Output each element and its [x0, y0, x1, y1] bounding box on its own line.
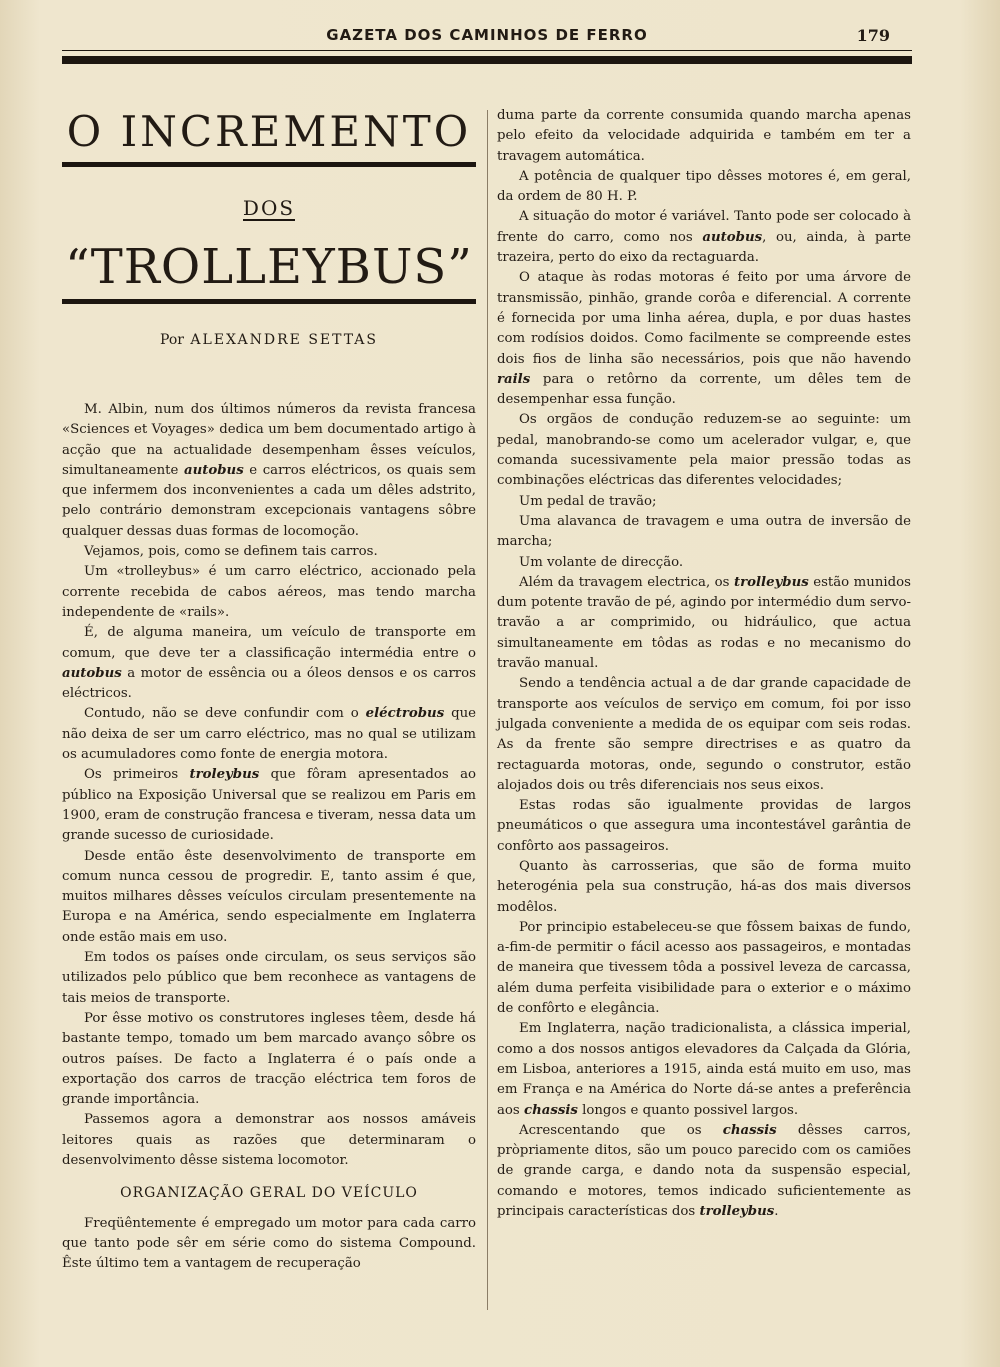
paragraph: O ataque às rodas motoras é feito por uma árvore de transmissão, pinhão, grande corôa e diferencial. A corrente é fornecida por uma linha aérea, dupla, e por duas hastes com rodísios doidos. Como facilmente se compreende estes dois fios de linha são necessários, pois que não havendo rails para o retôrno da corrente, um dêles tem de desempenhar essa função. — [497, 270, 911, 408]
paragraph: duma parte da corrente consumida quando marcha apenas pelo efeito da velocidade adquirida e também em ter a travagem automática. — [497, 108, 911, 164]
byline — [62, 332, 476, 348]
left-column — [62, 400, 476, 1274]
section-heading: ORGANIZAÇÃO GERAL DO VEÍCULO — [120, 1185, 418, 1202]
publication-title: GAZETA DOS CAMINHOS DE FERRO — [326, 26, 648, 44]
paragraph: Vejamos, pois, como se definem tais carros. — [84, 544, 378, 560]
paragraph: Os primeiros troleybus que fôram apresentados ao público na Exposição Universal que se realizou em Paris em 1900, eram de construção francesa e tiveram, nessa data um grande sucesso de curiosidade. — [62, 767, 477, 844]
paragraph: Quanto às carrosserias, que são de forma muito heterogénia pela sua construção, há-as dos mais diversos modêlos. — [497, 858, 911, 915]
title-line-2: DOS — [242, 196, 296, 220]
paragraph: É, de alguma maneira, um veículo de transporte em comum, que deve ter a classificação intermédia entre o autobus a motor de essência ou a óleos densos e os carros eléctricos. — [62, 625, 476, 702]
header-rule-thick — [62, 56, 912, 64]
paragraph: Desde então êste desenvolvimento de transporte em comum nunca cessou de progredir. E, tanto assim é que, muitos milhares dêsses veículos circulam presentemente na Europa e na América, sendo especialmente em Inglaterra onde estão mais em uso. — [62, 848, 476, 945]
paragraph: Passemos agora a demonstrar aos nossos amáveis leitores quais as razões que determinaram o desenvolvimento dêsse sistema locomotor. — [62, 1112, 476, 1168]
paragraph: Um «trolleybus» é um carro eléctrico, accionado pela corrente recebida de cabos aéreos, mas tendo marcha independente de «rails». — [62, 564, 476, 620]
paragraph: Por principio estabeleceu-se que fôssem baixas de fundo, a-fim-de permitir o fácil acesso aos passageiros, e montadas de maneira que tivessem tôda a possivel leveza de carcassa, além duma perfeita visibilidade para o exterior e o máximo de confôrto e elegância. — [497, 919, 911, 1017]
paragraph: A potência de qualquer tipo dêsses motores é, em geral, da ordem de 80 H. P. — [497, 168, 911, 205]
paragraph: Por êsse motivo os construtores ingleses têem, desde há bastante tempo, tomado um bem marcado avanço sôbre os outros países. De facto a Inglaterra é o país onde a exportação dos carros de tracção eléctrica tem foros de grande importância. — [62, 1010, 476, 1108]
byline-author: ALEXANDRE SETTAS — [190, 332, 378, 348]
right-column — [497, 106, 911, 1222]
paragraph: Estas rodas são igualmente providas de largos pneumáticos o que assegura uma incontestável garântia de confôrto aos passageiros. — [497, 798, 911, 854]
paragraph: A situação do motor é variável. Tanto pode ser colocado à frente do carro, como nos autobus, ou, ainda, à parte trazeira, perto do eixo da rectaguarda. — [497, 209, 911, 266]
paragraph: Contudo, não se deve confundir com o eléctrobus que não deixa de ser um carro eléctrico, mas no qual se utilizam os acumuladores como fonte de energia motora. — [62, 706, 477, 763]
paragraph: Sendo a tendência actual a de dar grande capacidade de transporte aos veículos de serviço em comum, foi por isso julgada conveniente a medida de os equipar com seis rodas. As da frente são sempre directrises e as quatro da rectaguarda motoras, onde, segundo o construtor, estão alojados dois ou três diferenciais nos seus eixos. — [497, 676, 911, 793]
paragraph: Além da travagem electrica, os trolleybus estão munidos dum potente travão de pé, agindo por intermédio dum servo-travão a ar comprimido, ou hidráulico, que actua simultaneamente em tôdas as rodas e no mecanismo do travão manual. — [497, 574, 911, 672]
paragraph: Em todos os países onde circulam, os seus serviços são utilizados pelo público que bem reconhece as vantagens de tais meios de transporte. — [62, 950, 476, 1006]
paragraph: Em Inglaterra, nação tradicionalista, a clássica imperial, como a dos nossos antigos elevadores da Calçada da Glória, em Lisboa, anteriores a 1915, ainda está muito em uso, mas em França e na América do Norte dá-se antes a preferência aos chassis longos e quanto possivel largos. — [497, 1021, 911, 1118]
paragraph: Os orgãos de condução reduzem-se ao seguinte: um pedal, manobrando-se como um acelerador vulgar, e, que comanda sucessivamente pela maior pressão todas as combinações eléctricas das diferentes velocidades; — [497, 412, 911, 489]
header-rule-thin — [62, 50, 912, 51]
byline-prefix: Por — [159, 332, 184, 348]
page-header — [62, 26, 912, 48]
paragraph: Um volante de direcção. — [519, 554, 684, 570]
paragraph: Acrescentando que os chassis dêsses carros, pròpriamente ditos, são um pouco parecido com os camiões de grande carga, e dando nota da suspensão especial, comando e motores, temos indicado suficientemente as principais características dos trolleybus. — [497, 1122, 911, 1220]
column-divider — [487, 110, 488, 1310]
paragraph: M. Albin, num dos últimos números da revista francesa «Sciences et Voyages» dedica um bem documentado artigo à acção que na actualidade desempenham êsses veículos, simultaneamente autobus e carros eléctricos, os quais sem que infermem dos inconvenientes a cada um dêles adstrito, pelo contrário demonstram excepcionais vantagens sôbre qualquer dessas duas formas de locomoção. — [62, 402, 476, 539]
paragraph: Um pedal de travão; — [519, 493, 657, 509]
article-title — [62, 106, 476, 304]
page-number: 179 — [856, 26, 890, 45]
paragraph: Freqüêntemente é empregado um motor para cada carro que tanto pode sêr em série como do sistema Compound. Êste último tem a vantagem de recuperação — [62, 1215, 476, 1272]
title-line-1: O INCREMENTO — [62, 106, 476, 167]
title-line-3: “TROLLEYBUS” — [62, 239, 476, 304]
paragraph: Uma alavanca de travagem e uma outra de inversão de marcha; — [497, 513, 911, 550]
